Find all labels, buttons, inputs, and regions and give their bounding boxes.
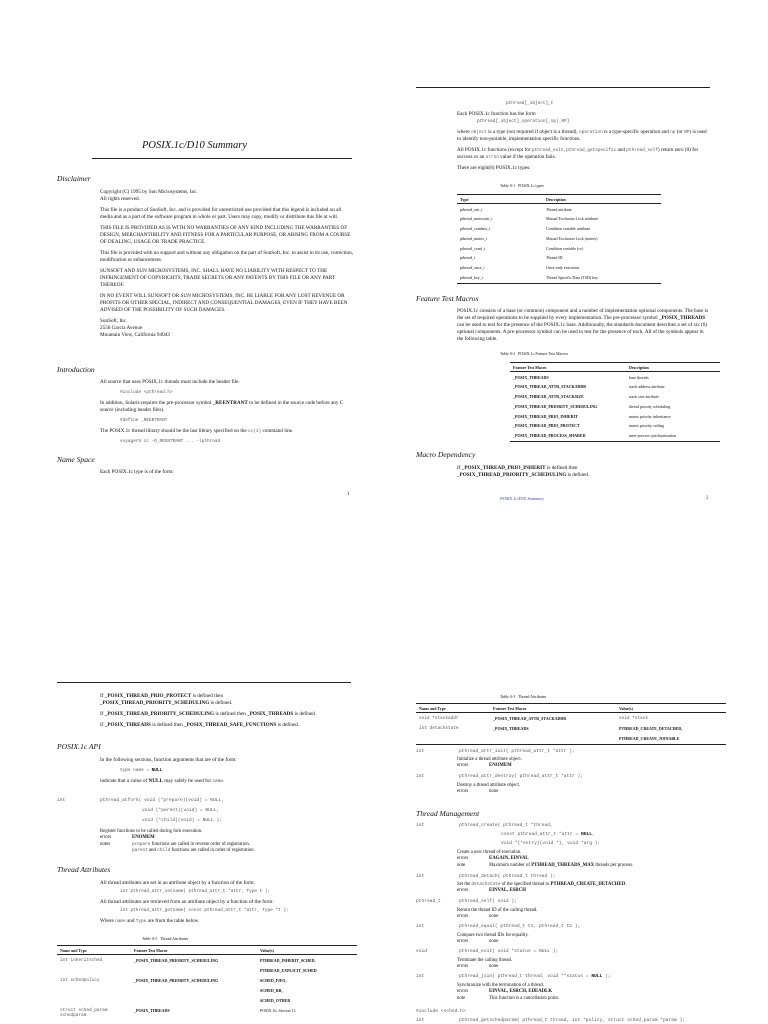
dependency-text: If _POSIX_THREAD_PRIORITY_SCHEDULING is defined then _POSIX_THREADS is defined. [100, 711, 317, 718]
table-row: PTHREAD_CREATE_JOINABLE [416, 734, 726, 744]
table-row: void *stackaddr _POSIX_THREAD_ATTR_STACKADDR void *stack [419, 715, 648, 721]
table-row: _POSIX_THREAD_ATTR_STACKADDR stack address attribute [513, 384, 665, 390]
disclaimer-para: This file is provided with no support and without any obligation on the part of SunSoft, Inc. to assist in its use, correction, modification or enhancement. [100, 250, 354, 264]
namespace-heading: Name Space [57, 455, 95, 464]
equal-description: Compare two thread IDs for equality. errors none [457, 933, 529, 945]
title-rule [92, 158, 352, 159]
code-define: #define _REENTRANT [120, 417, 168, 423]
attr-init-description: Initialize a thread attribute object. errors ENOMEM [457, 757, 522, 769]
thread-attributes-table [57, 945, 357, 1022]
disclaimer-para: Copyright (C) 1995 by Sun Microsystems, Inc. All rights reserved. [100, 189, 198, 203]
dependency-text: If _POSIX_THREAD_PRIO_PROTECT is defined then _POSIX_THREAD_PRIORITY_SCHEDULING is defined. [100, 693, 233, 707]
attr-destroy-description: Destroy a thread attribute object. errors none [457, 783, 521, 795]
feature-test-body [457, 308, 711, 347]
page-3: If _POSIX_THREAD_PRIO_PROTECT is defined then _POSIX_THREAD_PRIORITY_SCHEDULING is defined. If _POSIX_THREAD_PRIORITY_SCHEDULING is defined then _POSIX_THREADS is defined. If _POSIX_THREADS is defined then _POSIX_THREAD_SAFE_FUNCTIONS is defined. POSIX.1c API In the following sections, function arguments that are of the form: type name = NULL indicate that a value of NULL may safely be used for name. int pthread_atfork( void (*prepare)(void) = NULL, void (*parent)(void) = NULL, void (*child)(void) = NULL ); Register functions to be called during fork execution. errors ENOMEM notes prepare functions are called in reverse order of registration. parent and child functions are called in order of registration. Thread Attributes All thread attributes are set in an attribute object by a function of the form: int pthread_attr_setname( pthread_attr_t *attr, Type t ); All thread attributes are retrieved from an attribute object by a function of the form: int pthread_attr_getname( const pthread_attr_t *attr, Type *t ); Where name and Type are from the table below. Table 0-3 Thread Attributes Name and Type Feature Test Macro Value(s) int inheritsched _POSIX_THREAD_PRIORITY_SCHEDULING PTHREAD_INHERIT_SCHED, PTHREAD_EXPLICIT_SCHED int schedpolicy _POSIX_THREAD_PRIORITY_SCHEDULING SCHED_FIFO, SCHED_RR, SCHED_OTHER struct sched_param schedparam _POSIX_THREADS POSIX.1b, Section 13 [0, 512, 384, 1024]
page-footer: POSIX.1c/D10 Summary [500, 496, 544, 501]
table-row: pthread_mutexattr_t Mutual Exclusion Lock attribute [460, 216, 599, 222]
macro-dependency-body [457, 465, 711, 483]
macro-dependency-heading: Macro Dependency [416, 450, 476, 459]
types-table [457, 194, 661, 284]
table-header: Feature Test Macro [490, 704, 616, 713]
table2-caption: Table 0-2 POSIX.1c Feature Test Macros [500, 351, 568, 356]
page-title: POSIX.1c/D10 Summary [142, 140, 247, 151]
page-number: 2 [706, 496, 709, 501]
ta-text-2: All thread attributes are retrieved from an attribute object by a function of the form: [100, 898, 274, 905]
where-text: where object is a type (not required if object is a thread), operation is a type-specific operation and np (or NP) is used to identify non-portable, implementation specific functions. [457, 128, 707, 142]
table-row: _POSIX_THREAD_PRIORITY_SCHEDULING thread priority scheduling [513, 403, 671, 409]
disclaimer-para: IN NO EVENT WILL SUNSOFT OR SUN MICROSYSTEMS, INC. BE LIABLE FOR ANY LOST REVENUE OR PROFITS OR OTHER SPECIAL, INDIRECT AND CONSEQUENTIAL DAMAGES, EVEN IF THEY HAVE BEEN ADVISED OF THE POSSIBILITY OF SUCH DAMAGES. [100, 293, 348, 314]
thread-attributes-table-cont [416, 703, 726, 745]
table-row: _POSIX_THREAD_PROCESS_SHARED inter-process synchronization [510, 431, 720, 441]
table-row: pthread_t Thread ID [460, 255, 563, 261]
join-description: Synchronize with the termination of a thread. errors EINVAL, ESRCH, EDEADLK note This function is a cancellation point. [457, 983, 560, 1001]
table-row: struct sched_param schedparam _POSIX_THREADS POSIX.1b, Section 13 [60, 1007, 296, 1019]
types-text: There are eight(8) POSIX.1c types: [457, 165, 531, 172]
disclaimer-para: THIS FILE IS PROVIDED AS IS WITH NO WARRANTIES OF ANY KIND INCLUDING THE WARRANTIES OF DESIGN, MERCHANTIBILITY AND FITNESS FOR A PARTICULAR PURPOSE, OR ARISING FROM A COURSE OF DEALING, USAGE OR TRADE PRACTICE. [100, 225, 351, 246]
page-1 [0, 0, 384, 512]
self-description: Return the thread ID of the calling thread. errors none [457, 908, 538, 920]
detach-description: Set the detachstate of the specified thread to PTHREAD_CREATE_DETACHED. errors EINVAL, ESRCH [457, 882, 627, 894]
namespace-body [100, 469, 354, 480]
namespace-text: Each POSIX.1c type is of the form: [100, 469, 174, 475]
code-null-form: type name = NULL [120, 768, 163, 774]
page-number: 1 [347, 492, 350, 497]
include-sched: #include <sched.h> [416, 1009, 466, 1014]
header-rule [416, 87, 710, 88]
table-header: Description [543, 195, 661, 204]
create-description: Create a new thread of execution. errors EAGAIN, EINVAL note Maximum number of PTHREAD_THREADS_MAX threads per process. [457, 850, 634, 868]
atfork-description: Register functions to be called during fork execution. errors ENOMEM notes prepare functions are called in reverse order of registration. parent and child functions are called in order of registration. [100, 829, 255, 854]
table-row: int detachstate _POSIX_THREADS PTHREAD_CREATE_DETACHED, [419, 725, 683, 731]
thread-management-heading: Thread Management [416, 809, 480, 818]
table-row: int inheritsched _POSIX_THREAD_PRIORITY_SCHEDULING PTHREAD_INHERIT_SCHED, [60, 957, 316, 963]
table-row: SCHED_OTHER [260, 997, 291, 1003]
intro-text-2: In addition, Solaris requires the pre-processor symbol _REENTRANT to be defined in the source code before any C source (including header files). [100, 399, 344, 413]
code-setname: int pthread_attr_setname( pthread_attr_t *attr, Type t ); [120, 889, 271, 895]
table-header: Feature Test Macro [131, 946, 257, 955]
table-row: pthread_cond_t Condition variable (cv) [460, 245, 584, 251]
table-header: Value(s) [257, 946, 357, 955]
page-2 [384, 0, 768, 512]
table-header: Description [626, 363, 720, 372]
table-header: Feature Test Macro [510, 363, 626, 372]
dependency-text: If _POSIX_THREADS is defined then _POSIX_THREAD_SAFE_FUNCTIONS is defined. [100, 722, 300, 729]
table-row: PTHREAD_EXPLICIT_SCHED [260, 967, 317, 973]
table-header: Type [457, 195, 543, 204]
intro-text-3: The POSIX.1c thread library should be the last library specified on the cc(1) command line. [100, 427, 294, 434]
thread-attributes-heading: Thread Attributes [57, 865, 111, 874]
introduction-body [100, 379, 354, 449]
exit-description: Terminate the calling thread. errors none [457, 958, 513, 970]
table-header: Name and Type [57, 946, 131, 955]
disclaimer-para: This file is a product of SunSoft, Inc. and is provided for unrestricted use provided that this legend is included on all media and as a part of the software program in whole or part. Users may copy, modify or distribute this file at will. [100, 207, 342, 221]
table-row: SCHED_RR, [260, 987, 283, 993]
code-type-form: pthread[_object]_t [506, 101, 554, 106]
feature-test-text: POSIX.1c consists of a base (or common) component and a number of implementation optional components. The base is the set of required operations to be supplied by every implementation. The pre-processor symbol _POSIX_THREADS can be used to test for the presence of the POSIX.1c base. Additionally, the standards document describes a set of six (6) optional components. A pre-processor symbol can be used to test for the presence of each. All of the symbols appear in the following table. [457, 308, 709, 343]
table1-caption: Table 0-1 POSIX.1c types [500, 183, 544, 188]
api-text-2: indicate that a value of NULL may safely be used for name. [100, 777, 225, 784]
return-text: All POSIX.1c functions (except for pthread_exit, pthread_getspecific and pthread_self) return zero (0) for success or an errno value if the operation fails. [457, 146, 699, 160]
table-caption: Table 0-3 Thread Attributes [500, 694, 547, 699]
table-row: int schedpolicy _POSIX_THREAD_PRIORITY_SCHEDULING SCHED_FIFO, [60, 977, 287, 983]
address: SunSoft, Inc. 2550 Garcia Avenue Mountain View, California 94043 [100, 318, 170, 339]
table-row: _POSIX_THREAD_PRIO_PROTECT mutex priority ceiling [513, 423, 664, 429]
introduction-heading: Introduction [57, 365, 95, 374]
api-text: In the following sections, function arguments that are of the form: [100, 757, 237, 763]
table-row: pthread_mutex_t Mutual Exclusion Lock (mutex) [460, 235, 598, 241]
code-compile: voyager% cc -D_REENTRANT ... -lpthread [120, 438, 221, 444]
ta-text: All thread attributes are set in an attribute object by a function of the form: [100, 880, 255, 886]
thread-attributes-body [100, 880, 360, 929]
table-header: Value(s) [616, 704, 726, 713]
code-getname: int pthread_attr_getname( const pthread_attr_t *attr, Type *t ); [120, 907, 289, 913]
page-4: Table 0-3 Thread Attributes Name and Type Feature Test Macro Value(s) void *stackaddr _POSIX_THREAD_ATTR_STACKADDR void *stack int detachstate _POSIX_THREADS PTHREAD_CREATE_DETACHED, PTHREAD_CREATE_JOINABLE int pthread_attr_init( pthread_attr_t *attr ); Initialize a thread attribute object. errors ENOMEM int pthread_attr_destroy( pthread_attr_t *attr ); Destroy a thread attribute object. errors none Thread Management int pthread_create( pthread_t *thread, const pthread_attr_t *attr = NULL, void *(*entry)(void *), void *arg ); Create a new thread of execution. errors EAGAIN, EINVAL note Maximum number of PTHREAD_THREADS_MAX threads per process. int pthread_detach( pthread_t thread ); Set the detachstate of the specified thread to PTHREAD_CREATE_DETACHED. errors EINVAL, ESRCH pthread_t pthread_self( void ); Return the thread ID of the calling thread. errors none int pthread_equal( pthread_t t1, pthread_t t2 ); Compare two thread IDs for equality. errors none void pthread_exit( void *status = NULL ); Terminate the calling thread. errors none int pthread_join( pthread_t thread, void **status = NULL ); Synchronize with the termination of a thread. errors EINVAL, ESRCH, EDEADLK note This function is a cancellation point. #include <sched.h> int pthread_getschedparam( pthread_t thread, int *policy, struct sched_param *param ); [384, 512, 768, 1024]
function-form-body [457, 111, 711, 176]
api-body [100, 757, 354, 789]
macro-dependency-text: If _POSIX_THREAD_PRIO_INHERIT is defined then _POSIX_THREAD_PRIORITY_SCHEDULING is defined. [457, 465, 590, 479]
table-row: _POSIX_THREAD_ATTR_STACKSIZE stack size attribute [513, 394, 659, 400]
dependency-body [100, 693, 360, 733]
table-row: _POSIX_THREADS base threads [513, 374, 649, 380]
code-function-form: pthread[_object]_operation[_np|_NP] [477, 119, 570, 125]
header-rule [57, 682, 351, 683]
api-heading: POSIX.1c API [57, 742, 101, 751]
table3-caption: Table 0-3 Thread Attributes [142, 936, 189, 941]
table-row: pthread_condattr_t Condition variable attribute [460, 226, 591, 232]
table-header: Name and Type [416, 704, 490, 713]
table-row: pthread_once_t Once-only execution [460, 265, 580, 271]
disclaimer-heading: Disclaimer [57, 174, 91, 183]
feature-macro-table [510, 362, 720, 442]
disclaimer-body [100, 189, 354, 343]
ta-text-3: Where name and Type are from the table below. [100, 917, 200, 924]
disclaimer-para: SUNSOFT AND SUN MICROSYSTEMS, INC. SHALL HAVE NO LIABILITY WITH RESPECT TO THE INFRINGEMENT OF COPYRIGHTS, TRADE SECRETS OR ANY PATENTS BY THIS FILE OR ANY PART THEREOF. [100, 268, 335, 289]
function-form-text: Each POSIX.1c function has the form [457, 111, 536, 117]
feature-test-heading: Feature Test Macros [416, 294, 479, 303]
code-include: #include <pthread.h> [120, 390, 173, 396]
table-row: _POSIX_THREAD_PRIO_INHERIT mutex priority inheritance [513, 413, 671, 419]
table-row: pthread_key_t Thread Specific Data (TSD) key [457, 273, 661, 283]
intro-text: All source that uses POSIX.1c threads must include the header file. [100, 379, 240, 385]
table-row: pthread_attr_t Thread attribute [460, 206, 572, 212]
